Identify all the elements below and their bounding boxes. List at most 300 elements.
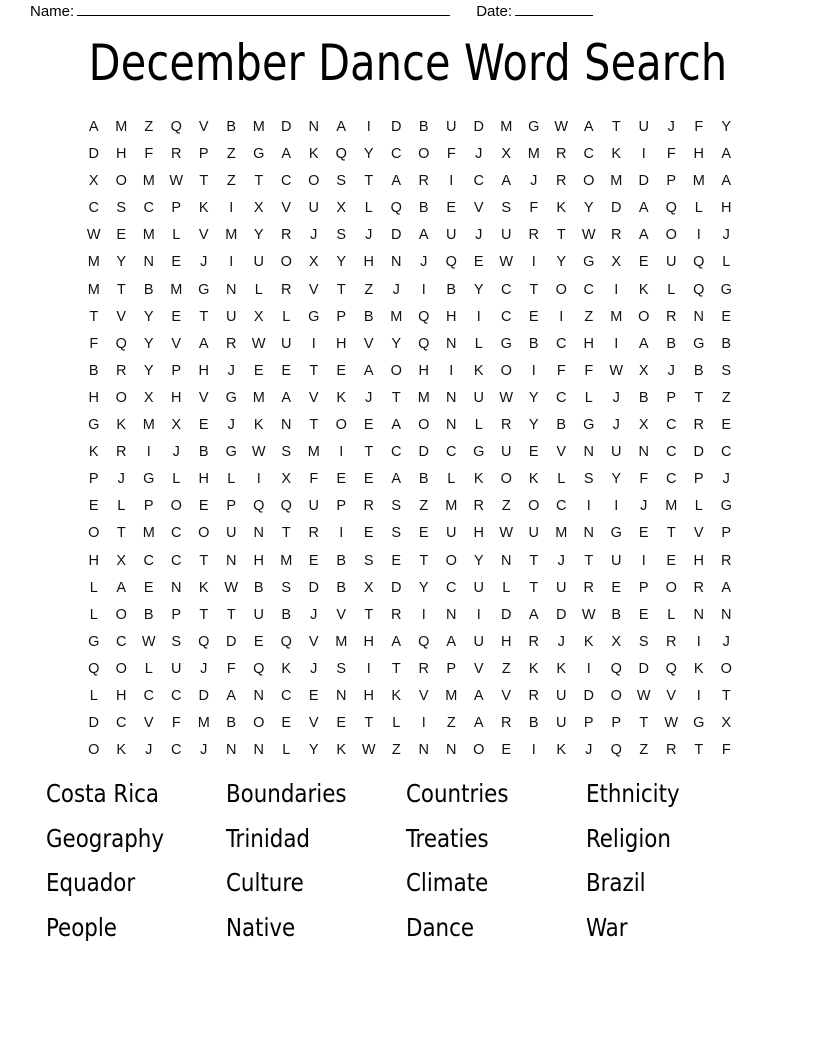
grid-cell[interactable]: R — [418, 660, 429, 677]
grid-cell[interactable]: J — [557, 633, 565, 650]
grid-cell[interactable]: O — [665, 227, 677, 244]
grid-cell[interactable]: O — [418, 417, 430, 434]
grid-cell[interactable]: X — [611, 254, 622, 271]
grid-cell[interactable]: A — [528, 606, 539, 623]
grid-cell[interactable]: B — [226, 715, 237, 732]
grid-cell[interactable]: E — [638, 525, 649, 542]
grid-cell[interactable]: G — [583, 417, 595, 434]
grid-cell[interactable]: W — [86, 227, 101, 244]
grid-cell[interactable]: C — [583, 146, 594, 163]
grid-cell[interactable]: N — [143, 254, 154, 271]
grid-cell[interactable]: J — [585, 742, 593, 759]
grid-cell[interactable]: E — [171, 254, 182, 271]
grid-cell[interactable]: Y — [473, 552, 484, 569]
grid-cell[interactable]: P — [693, 471, 704, 488]
grid-cell[interactable]: E — [501, 742, 512, 759]
grid-cell[interactable]: H — [363, 254, 374, 271]
grid-cell[interactable]: L — [667, 606, 676, 623]
grid-cell[interactable]: J — [365, 227, 373, 244]
grid-cell[interactable]: B — [226, 119, 237, 135]
grid-cell[interactable]: A — [391, 417, 402, 434]
grid-cell[interactable]: I — [531, 362, 536, 379]
grid-cell[interactable]: C — [143, 552, 154, 569]
grid-cell[interactable]: V — [198, 227, 209, 244]
grid-cell[interactable]: C — [143, 200, 154, 217]
grid-cell[interactable]: I — [614, 335, 619, 352]
grid-cell[interactable]: L — [282, 742, 291, 759]
grid-cell[interactable]: O — [88, 525, 100, 542]
grid-cell[interactable]: L — [254, 281, 263, 298]
grid-cell[interactable]: R — [528, 633, 539, 650]
grid-cell[interactable]: J — [200, 660, 208, 677]
grid-cell[interactable]: U — [446, 119, 457, 135]
grid-cell[interactable]: E — [171, 308, 182, 325]
grid-cell[interactable]: S — [281, 444, 292, 461]
grid-cell[interactable]: R — [473, 498, 484, 515]
grid-cell[interactable]: V — [308, 715, 319, 732]
grid-cell[interactable]: I — [559, 308, 564, 325]
grid-cell[interactable]: N — [253, 687, 264, 704]
grid-cell[interactable]: T — [199, 552, 209, 569]
grid-cell[interactable]: M — [87, 254, 100, 271]
grid-cell[interactable]: D — [391, 119, 402, 135]
grid-cell[interactable]: T — [529, 579, 539, 596]
grid-cell[interactable]: B — [363, 308, 374, 325]
grid-cell[interactable]: E — [473, 254, 484, 271]
grid-cell[interactable]: J — [200, 254, 208, 271]
grid-cell[interactable]: X — [336, 200, 347, 217]
word-list-item[interactable]: War — [586, 912, 628, 942]
grid-cell[interactable]: G — [225, 444, 237, 461]
grid-cell[interactable]: Y — [528, 389, 539, 406]
grid-cell[interactable]: E — [198, 417, 209, 434]
grid-cell[interactable]: J — [145, 742, 153, 759]
grid-cell[interactable]: S — [363, 552, 374, 569]
grid-cell[interactable]: D — [88, 146, 99, 163]
grid-cell[interactable]: L — [364, 200, 373, 217]
grid-cell[interactable]: K — [116, 742, 127, 759]
grid-cell[interactable]: I — [614, 498, 619, 515]
grid-cell[interactable]: C — [116, 633, 127, 650]
grid-cell[interactable]: N — [336, 687, 347, 704]
grid-cell[interactable]: K — [336, 389, 347, 406]
grid-cell[interactable]: U — [446, 525, 457, 542]
grid-cell[interactable]: M — [142, 227, 155, 244]
grid-cell[interactable]: R — [308, 525, 319, 542]
grid-cell[interactable]: K — [556, 200, 567, 217]
grid-cell[interactable]: E — [281, 362, 292, 379]
grid-cell[interactable]: A — [88, 119, 99, 135]
grid-cell[interactable]: S — [281, 579, 292, 596]
grid-cell[interactable]: Y — [143, 335, 154, 352]
grid-cell[interactable]: B — [281, 606, 292, 623]
grid-cell[interactable]: T — [364, 715, 374, 732]
grid-cell[interactable]: E — [721, 417, 732, 434]
grid-cell[interactable]: U — [308, 200, 319, 217]
grid-cell[interactable]: W — [636, 687, 651, 704]
grid-cell[interactable]: K — [391, 687, 402, 704]
grid-cell[interactable]: H — [171, 389, 182, 406]
grid-cell[interactable]: T — [556, 227, 566, 244]
grid-cell[interactable]: G — [253, 146, 265, 163]
grid-cell[interactable]: F — [666, 146, 676, 163]
grid-cell[interactable]: R — [171, 146, 182, 163]
grid-cell[interactable]: E — [336, 362, 347, 379]
grid-cell[interactable]: F — [89, 335, 99, 352]
grid-cell[interactable]: T — [281, 525, 291, 542]
grid-cell[interactable]: L — [502, 579, 511, 596]
grid-cell[interactable]: I — [146, 444, 151, 461]
grid-cell[interactable]: Q — [418, 335, 430, 352]
word-list-item[interactable]: Countries — [406, 779, 509, 808]
grid-cell[interactable]: A — [446, 633, 457, 650]
grid-cell[interactable]: P — [336, 498, 347, 515]
grid-cell[interactable]: T — [199, 606, 209, 623]
grid-cell[interactable]: N — [226, 552, 237, 569]
grid-cell[interactable]: R — [116, 362, 127, 379]
grid-cell[interactable]: N — [226, 281, 237, 298]
word-list-item[interactable]: Boundaries — [226, 779, 347, 808]
grid-cell[interactable]: E — [281, 715, 292, 732]
grid-cell[interactable]: F — [556, 362, 566, 379]
grid-cell[interactable]: C — [446, 579, 457, 596]
grid-cell[interactable]: I — [366, 660, 371, 677]
grid-cell[interactable]: B — [556, 417, 567, 434]
grid-cell[interactable]: N — [501, 552, 512, 569]
grid-cell[interactable]: W — [581, 227, 596, 244]
grid-cell[interactable]: R — [418, 173, 429, 190]
grid-cell[interactable]: Q — [693, 281, 705, 298]
grid-cell[interactable]: O — [198, 525, 210, 542]
grid-cell[interactable]: D — [638, 660, 649, 677]
grid-cell[interactable]: B — [418, 200, 429, 217]
grid-cell[interactable]: U — [281, 335, 292, 352]
grid-cell[interactable]: T — [419, 552, 429, 569]
grid-cell[interactable]: C — [171, 525, 182, 542]
grid-cell[interactable]: Z — [721, 389, 731, 406]
grid-cell[interactable]: M — [142, 417, 155, 434]
grid-cell[interactable]: V — [198, 389, 209, 406]
grid-cell[interactable]: G — [720, 281, 732, 298]
grid-cell[interactable]: M — [390, 308, 403, 325]
grid-cell[interactable]: O — [665, 579, 677, 596]
grid-cell[interactable]: U — [226, 308, 237, 325]
grid-cell[interactable]: J — [667, 119, 675, 135]
grid-cell[interactable]: C — [116, 715, 127, 732]
grid-cell[interactable]: T — [639, 715, 649, 732]
grid-cell[interactable]: Z — [144, 119, 154, 135]
grid-cell[interactable]: T — [199, 173, 209, 190]
grid-cell[interactable]: I — [641, 146, 646, 163]
grid-cell[interactable]: Y — [336, 254, 347, 271]
grid-cell[interactable]: J — [475, 227, 483, 244]
grid-cell[interactable]: B — [693, 362, 704, 379]
grid-cell[interactable]: E — [336, 471, 347, 488]
grid-cell[interactable]: Y — [556, 254, 567, 271]
grid-cell[interactable]: G — [308, 308, 320, 325]
grid-cell[interactable]: N — [253, 525, 264, 542]
grid-cell[interactable]: D — [418, 444, 429, 461]
grid-cell[interactable]: G — [143, 471, 155, 488]
grid-cell[interactable]: N — [446, 742, 457, 759]
grid-cell[interactable]: Q — [418, 633, 430, 650]
grid-cell[interactable]: T — [529, 552, 539, 569]
grid-cell[interactable]: C — [666, 471, 677, 488]
grid-cell[interactable]: Y — [721, 119, 732, 135]
grid-cell[interactable]: E — [336, 715, 347, 732]
grid-cell[interactable]: V — [693, 525, 704, 542]
word-list-item[interactable]: Dance — [406, 912, 474, 942]
grid-cell[interactable]: D — [583, 687, 594, 704]
grid-cell[interactable]: O — [115, 173, 127, 190]
grid-cell[interactable]: T — [611, 119, 621, 135]
grid-cell[interactable]: A — [721, 579, 732, 596]
grid-cell[interactable]: C — [391, 146, 402, 163]
grid-cell[interactable]: A — [336, 119, 347, 135]
grid-cell[interactable]: R — [281, 281, 292, 298]
grid-cell[interactable]: E — [363, 417, 374, 434]
grid-cell[interactable]: X — [308, 254, 319, 271]
grid-cell[interactable]: U — [446, 227, 457, 244]
grid-cell[interactable]: J — [392, 281, 400, 298]
grid-cell[interactable]: M — [252, 389, 265, 406]
grid-cell[interactable]: I — [421, 715, 426, 732]
grid-cell[interactable]: J — [117, 471, 125, 488]
grid-cell[interactable]: A — [638, 335, 649, 352]
grid-cell[interactable]: Q — [665, 660, 677, 677]
grid-cell[interactable]: E — [116, 227, 127, 244]
grid-cell[interactable]: R — [501, 417, 512, 434]
grid-cell[interactable]: C — [88, 200, 99, 217]
grid-cell[interactable]: V — [308, 389, 319, 406]
grid-cell[interactable]: M — [527, 146, 540, 163]
grid-cell[interactable]: I — [586, 660, 591, 677]
grid-cell[interactable]: T — [584, 552, 594, 569]
grid-cell[interactable]: B — [446, 281, 457, 298]
grid-cell[interactable]: P — [171, 606, 182, 623]
grid-cell[interactable]: B — [198, 444, 209, 461]
grid-cell[interactable]: L — [117, 498, 126, 515]
grid-cell[interactable]: N — [391, 254, 402, 271]
grid-cell[interactable]: S — [116, 200, 127, 217]
grid-cell[interactable]: Y — [363, 146, 374, 163]
grid-cell[interactable]: M — [252, 119, 265, 135]
grid-cell[interactable]: A — [638, 227, 649, 244]
grid-cell[interactable]: E — [88, 498, 99, 515]
grid-cell[interactable]: X — [143, 389, 154, 406]
grid-cell[interactable]: J — [722, 471, 730, 488]
grid-cell[interactable]: R — [583, 579, 594, 596]
grid-cell[interactable]: B — [336, 579, 347, 596]
word-list-item[interactable]: Treaties — [406, 823, 489, 853]
grid-cell[interactable]: F — [694, 119, 704, 135]
grid-cell[interactable]: C — [281, 687, 292, 704]
word-list-item[interactable]: Native — [226, 912, 296, 942]
grid-cell[interactable]: T — [254, 173, 264, 190]
grid-cell[interactable]: M — [142, 525, 155, 542]
grid-cell[interactable]: W — [224, 579, 239, 596]
grid-cell[interactable]: G — [88, 633, 100, 650]
grid-cell[interactable]: Z — [501, 498, 511, 515]
grid-cell[interactable]: I — [421, 606, 426, 623]
grid-cell[interactable]: H — [336, 335, 347, 352]
grid-cell[interactable]: N — [583, 444, 594, 461]
grid-cell[interactable]: N — [446, 606, 457, 623]
grid-cell[interactable]: Y — [143, 308, 154, 325]
grid-cell[interactable]: V — [281, 200, 292, 217]
grid-cell[interactable]: T — [721, 687, 731, 704]
grid-cell[interactable]: O — [720, 660, 732, 677]
grid-cell[interactable]: T — [364, 173, 374, 190]
grid-cell[interactable]: Z — [226, 173, 236, 190]
word-list-item[interactable]: Equador — [46, 868, 136, 898]
grid-cell[interactable]: H — [363, 633, 374, 650]
grid-cell[interactable]: T — [116, 525, 126, 542]
grid-cell[interactable]: U — [666, 254, 677, 271]
grid-cell[interactable]: W — [361, 742, 376, 759]
grid-cell[interactable]: C — [501, 308, 512, 325]
grid-cell[interactable]: X — [281, 471, 292, 488]
grid-cell[interactable]: H — [418, 362, 429, 379]
grid-cell[interactable]: X — [638, 417, 649, 434]
grid-cell[interactable]: L — [227, 471, 236, 488]
grid-cell[interactable]: I — [641, 552, 646, 569]
grid-cell[interactable]: U — [473, 579, 484, 596]
grid-cell[interactable]: L — [722, 254, 731, 271]
grid-cell[interactable]: D — [281, 119, 292, 135]
grid-cell[interactable]: C — [171, 552, 182, 569]
grid-cell[interactable]: B — [143, 281, 154, 298]
grid-cell[interactable]: O — [253, 715, 265, 732]
grid-cell[interactable]: M — [665, 498, 678, 515]
grid-cell[interactable]: L — [89, 579, 98, 596]
grid-cell[interactable]: L — [172, 471, 181, 488]
grid-cell[interactable]: A — [363, 362, 374, 379]
grid-cell[interactable]: L — [89, 606, 98, 623]
grid-cell[interactable]: E — [611, 579, 622, 596]
grid-cell[interactable]: H — [721, 200, 732, 217]
grid-cell[interactable]: G — [610, 525, 622, 542]
grid-cell[interactable]: D — [473, 119, 484, 135]
grid-cell[interactable]: E — [446, 200, 457, 217]
grid-cell[interactable]: S — [336, 173, 347, 190]
grid-cell[interactable]: T — [364, 444, 374, 461]
grid-cell[interactable]: A — [583, 119, 594, 135]
grid-cell[interactable]: I — [531, 254, 536, 271]
grid-cell[interactable]: W — [581, 606, 596, 623]
grid-cell[interactable]: J — [200, 742, 208, 759]
grid-cell[interactable]: Q — [170, 119, 182, 135]
grid-cell[interactable]: L — [144, 660, 153, 677]
grid-cell[interactable]: Y — [528, 417, 539, 434]
grid-cell[interactable]: X — [253, 200, 264, 217]
grid-cell[interactable]: Y — [116, 254, 127, 271]
grid-cell[interactable]: H — [501, 633, 512, 650]
grid-cell[interactable]: O — [115, 389, 127, 406]
grid-cell[interactable]: Z — [501, 660, 511, 677]
grid-cell[interactable]: L — [584, 389, 593, 406]
grid-cell[interactable]: O — [280, 254, 292, 271]
grid-cell[interactable]: O — [335, 417, 347, 434]
grid-cell[interactable]: G — [693, 335, 705, 352]
grid-cell[interactable]: S — [721, 362, 732, 379]
grid-cell[interactable]: M — [197, 715, 210, 732]
grid-cell[interactable]: N — [721, 606, 732, 623]
grid-cell[interactable]: B — [253, 579, 264, 596]
grid-cell[interactable]: K — [556, 742, 567, 759]
grid-cell[interactable]: B — [528, 715, 539, 732]
grid-cell[interactable]: Y — [253, 227, 264, 244]
grid-cell[interactable]: X — [638, 362, 649, 379]
grid-cell[interactable]: W — [664, 715, 679, 732]
grid-cell[interactable]: C — [721, 444, 732, 461]
grid-cell[interactable]: U — [501, 444, 512, 461]
grid-cell[interactable]: C — [171, 742, 182, 759]
grid-cell[interactable]: K — [116, 417, 127, 434]
grid-cell[interactable]: N — [583, 525, 594, 542]
grid-cell[interactable]: V — [198, 119, 209, 135]
grid-cell[interactable]: R — [281, 227, 292, 244]
grid-cell[interactable]: Q — [280, 498, 292, 515]
grid-cell[interactable]: H — [693, 552, 704, 569]
grid-cell[interactable]: M — [115, 119, 128, 135]
grid-cell[interactable]: E — [638, 606, 649, 623]
grid-cell[interactable]: E — [198, 498, 209, 515]
grid-cell[interactable]: A — [418, 227, 429, 244]
grid-cell[interactable]: Q — [253, 498, 265, 515]
grid-cell[interactable]: C — [666, 417, 677, 434]
grid-cell[interactable]: L — [557, 471, 566, 488]
grid-cell[interactable]: C — [281, 173, 292, 190]
grid-cell[interactable]: W — [141, 633, 156, 650]
grid-cell[interactable]: J — [530, 173, 538, 190]
grid-cell[interactable]: M — [445, 498, 458, 515]
grid-cell[interactable]: L — [89, 687, 98, 704]
grid-cell[interactable]: I — [449, 173, 454, 190]
grid-cell[interactable]: M — [417, 389, 430, 406]
grid-cell[interactable]: A — [226, 687, 237, 704]
grid-cell[interactable]: H — [88, 389, 99, 406]
grid-cell[interactable]: B — [143, 606, 154, 623]
grid-cell[interactable]: T — [529, 281, 539, 298]
grid-cell[interactable]: N — [308, 119, 319, 135]
grid-cell[interactable]: T — [336, 281, 346, 298]
grid-cell[interactable]: E — [253, 633, 264, 650]
grid-cell[interactable]: M — [692, 173, 705, 190]
grid-cell[interactable]: T — [391, 389, 401, 406]
word-list-item[interactable]: Climate — [406, 868, 489, 898]
grid-cell[interactable]: A — [116, 579, 127, 596]
grid-cell[interactable]: N — [446, 335, 457, 352]
grid-cell[interactable]: K — [198, 579, 209, 596]
grid-cell[interactable]: H — [253, 552, 264, 569]
grid-cell[interactable]: H — [446, 308, 457, 325]
grid-cell[interactable]: Z — [364, 281, 374, 298]
grid-cell[interactable]: U — [473, 389, 484, 406]
grid-cell[interactable]: Y — [391, 335, 402, 352]
grid-cell[interactable]: P — [171, 362, 182, 379]
grid-cell[interactable]: P — [666, 173, 677, 190]
grid-cell[interactable]: D — [693, 444, 704, 461]
grid-cell[interactable]: A — [473, 715, 484, 732]
grid-cell[interactable]: B — [528, 335, 539, 352]
grid-cell[interactable]: S — [391, 525, 402, 542]
grid-cell[interactable]: X — [116, 552, 127, 569]
grid-cell[interactable]: Y — [143, 362, 154, 379]
grid-cell[interactable]: C — [556, 335, 567, 352]
grid-cell[interactable]: P — [198, 146, 209, 163]
grid-cell[interactable]: I — [696, 687, 701, 704]
